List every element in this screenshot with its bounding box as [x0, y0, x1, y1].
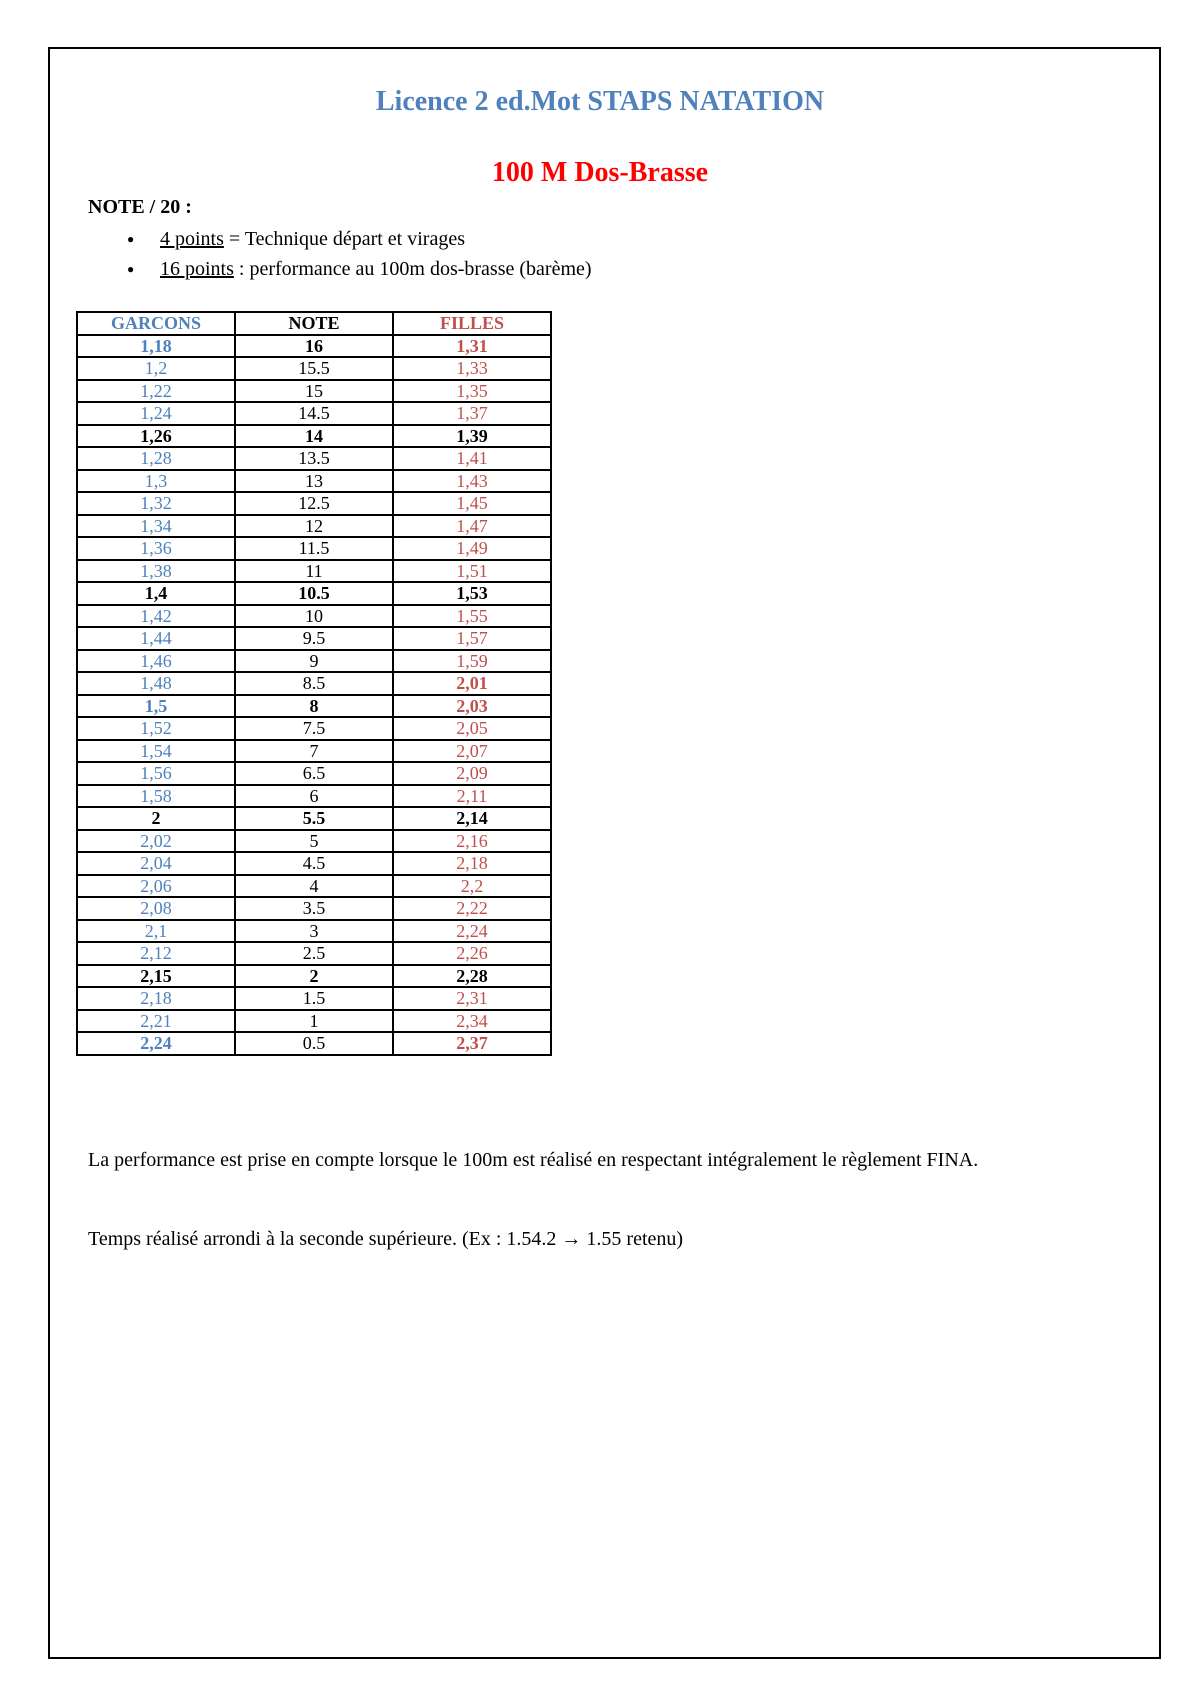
cell-garcons: 2,15	[77, 965, 235, 988]
rounding-paragraph: Temps réalisé arrondi à la seconde supérieure. (Ex : 1.54.2 → 1.55 retenu)	[88, 1228, 684, 1250]
cell-garcons: 2,24	[77, 1032, 235, 1055]
cell-filles: 2,26	[393, 942, 551, 965]
cell-garcons: 1,22	[77, 380, 235, 403]
table-row	[77, 672, 551, 695]
cell-garcons: 1,3	[77, 470, 235, 493]
cell-filles: 2,14	[393, 807, 551, 830]
table-row	[77, 717, 551, 740]
cell-note: 4.5	[235, 852, 393, 875]
table-row	[77, 605, 551, 628]
cell-note: 3.5	[235, 897, 393, 920]
cell-garcons: 1,18	[77, 335, 235, 358]
table-row	[77, 762, 551, 785]
cell-garcons: 2	[77, 807, 235, 830]
cell-garcons: 2,02	[77, 830, 235, 853]
rule-paragraph: La performance est prise en compte lorsque le 100m est réalisé en respectant intégralement le règlement FINA.	[88, 1149, 979, 1171]
table-row	[77, 1010, 551, 1033]
note-heading: NOTE / 20 :	[88, 196, 192, 218]
cell-note: 2	[235, 965, 393, 988]
table-row	[77, 1032, 551, 1055]
cell-filles: 2,24	[393, 920, 551, 943]
table-row	[77, 335, 551, 358]
table-row	[77, 920, 551, 943]
cell-garcons: 2,04	[77, 852, 235, 875]
cell-filles: 1,55	[393, 605, 551, 628]
cell-note: 9.5	[235, 627, 393, 650]
cell-note: 10	[235, 605, 393, 628]
cell-garcons: 1,28	[77, 447, 235, 470]
header-note: NOTE	[235, 312, 393, 335]
cell-garcons: 2,1	[77, 920, 235, 943]
cell-note: 7.5	[235, 717, 393, 740]
cell-note: 4	[235, 875, 393, 898]
cell-filles: 2,22	[393, 897, 551, 920]
cell-filles: 2,37	[393, 1032, 551, 1055]
cell-filles: 2,2	[393, 875, 551, 898]
cell-filles: 2,18	[393, 852, 551, 875]
cell-filles: 2,34	[393, 1010, 551, 1033]
cell-filles: 1,45	[393, 492, 551, 515]
table-row	[77, 470, 551, 493]
cell-note: 12	[235, 515, 393, 538]
cell-garcons: 1,44	[77, 627, 235, 650]
cell-note: 12.5	[235, 492, 393, 515]
bullet-text: : performance au 100m dos-brasse (barème)	[233, 258, 592, 280]
scoring-table	[76, 311, 552, 1056]
cell-note: 9	[235, 650, 393, 673]
cell-note: 11.5	[235, 537, 393, 560]
cell-garcons: 1,56	[77, 762, 235, 785]
cell-garcons: 2,21	[77, 1010, 235, 1033]
cell-filles: 1,49	[393, 537, 551, 560]
table-row	[77, 537, 551, 560]
cell-note: 11	[235, 560, 393, 583]
document-subtitle: 100 M Dos-Brasse	[491, 157, 709, 188]
cell-note: 7	[235, 740, 393, 763]
cell-note: 15.5	[235, 357, 393, 380]
cell-filles: 2,01	[393, 672, 551, 695]
table-row	[77, 875, 551, 898]
note-bullet-performance	[120, 256, 592, 286]
table-row	[77, 807, 551, 830]
cell-filles: 2,16	[393, 830, 551, 853]
cell-note: 1	[235, 1010, 393, 1033]
cell-garcons: 1,2	[77, 357, 235, 380]
table-row	[77, 942, 551, 965]
cell-filles: 1,39	[393, 425, 551, 448]
cell-filles: 2,31	[393, 987, 551, 1010]
cell-note: 6.5	[235, 762, 393, 785]
header-garcons: GARCONS	[77, 312, 235, 335]
table-row	[77, 740, 551, 763]
cell-filles: 2,28	[393, 965, 551, 988]
cell-filles: 1,59	[393, 650, 551, 673]
cell-garcons: 1,34	[77, 515, 235, 538]
cell-garcons: 2,12	[77, 942, 235, 965]
table-row	[77, 965, 551, 988]
cell-note: 13	[235, 470, 393, 493]
cell-filles: 2,07	[393, 740, 551, 763]
cell-garcons: 1,36	[77, 537, 235, 560]
cell-filles: 2,05	[393, 717, 551, 740]
cell-note: 15	[235, 380, 393, 403]
cell-note: 8	[235, 695, 393, 718]
bullet-points-label: 16 points	[160, 258, 234, 280]
cell-garcons: 1,32	[77, 492, 235, 515]
table-row	[77, 425, 551, 448]
table-header-row	[77, 312, 551, 335]
cell-garcons: 1,26	[77, 425, 235, 448]
cell-garcons: 1,48	[77, 672, 235, 695]
cell-note: 16	[235, 335, 393, 358]
cell-garcons: 1,42	[77, 605, 235, 628]
cell-garcons: 1,46	[77, 650, 235, 673]
cell-filles: 1,53	[393, 582, 551, 605]
cell-garcons: 2,08	[77, 897, 235, 920]
cell-garcons: 1,38	[77, 560, 235, 583]
bullet-text: = Technique départ et virages	[223, 228, 465, 250]
table-row	[77, 515, 551, 538]
cell-garcons: 1,58	[77, 785, 235, 808]
cell-note: 3	[235, 920, 393, 943]
table-row	[77, 987, 551, 1010]
cell-garcons: 1,5	[77, 695, 235, 718]
cell-filles: 1,47	[393, 515, 551, 538]
table-row	[77, 380, 551, 403]
cell-note: 6	[235, 785, 393, 808]
cell-note: 14	[235, 425, 393, 448]
cell-filles: 1,37	[393, 402, 551, 425]
cell-filles: 2,11	[393, 785, 551, 808]
table-body	[77, 335, 551, 1055]
cell-garcons: 1,52	[77, 717, 235, 740]
table-row	[77, 897, 551, 920]
cell-note: 0.5	[235, 1032, 393, 1055]
cell-garcons: 2,06	[77, 875, 235, 898]
cell-garcons: 1,24	[77, 402, 235, 425]
table-row	[77, 627, 551, 650]
table-row	[77, 357, 551, 380]
cell-filles: 1,35	[393, 380, 551, 403]
document-title: Licence 2 ed.Mot STAPS NATATION	[375, 86, 825, 117]
cell-note: 13.5	[235, 447, 393, 470]
table-row	[77, 695, 551, 718]
table-row	[77, 785, 551, 808]
table-row	[77, 402, 551, 425]
table-row	[77, 852, 551, 875]
header-filles: FILLES	[393, 312, 551, 335]
cell-garcons: 2,18	[77, 987, 235, 1010]
cell-note: 14.5	[235, 402, 393, 425]
cell-filles: 1,33	[393, 357, 551, 380]
note-bullet-list	[120, 226, 592, 286]
cell-garcons: 1,4	[77, 582, 235, 605]
bullet-points-label: 4 points	[160, 228, 224, 250]
cell-filles: 2,09	[393, 762, 551, 785]
cell-filles: 2,03	[393, 695, 551, 718]
cell-note: 2.5	[235, 942, 393, 965]
cell-note: 10.5	[235, 582, 393, 605]
cell-note: 8.5	[235, 672, 393, 695]
table-row	[77, 560, 551, 583]
cell-note: 5.5	[235, 807, 393, 830]
table-row	[77, 492, 551, 515]
cell-filles: 1,57	[393, 627, 551, 650]
cell-garcons: 1,54	[77, 740, 235, 763]
cell-filles: 1,31	[393, 335, 551, 358]
cell-note: 5	[235, 830, 393, 853]
table-row	[77, 830, 551, 853]
note-bullet-technique	[120, 226, 592, 256]
cell-filles: 1,51	[393, 560, 551, 583]
table-row	[77, 447, 551, 470]
cell-filles: 1,41	[393, 447, 551, 470]
table-row	[77, 650, 551, 673]
table-row	[77, 582, 551, 605]
cell-note: 1.5	[235, 987, 393, 1010]
cell-filles: 1,43	[393, 470, 551, 493]
